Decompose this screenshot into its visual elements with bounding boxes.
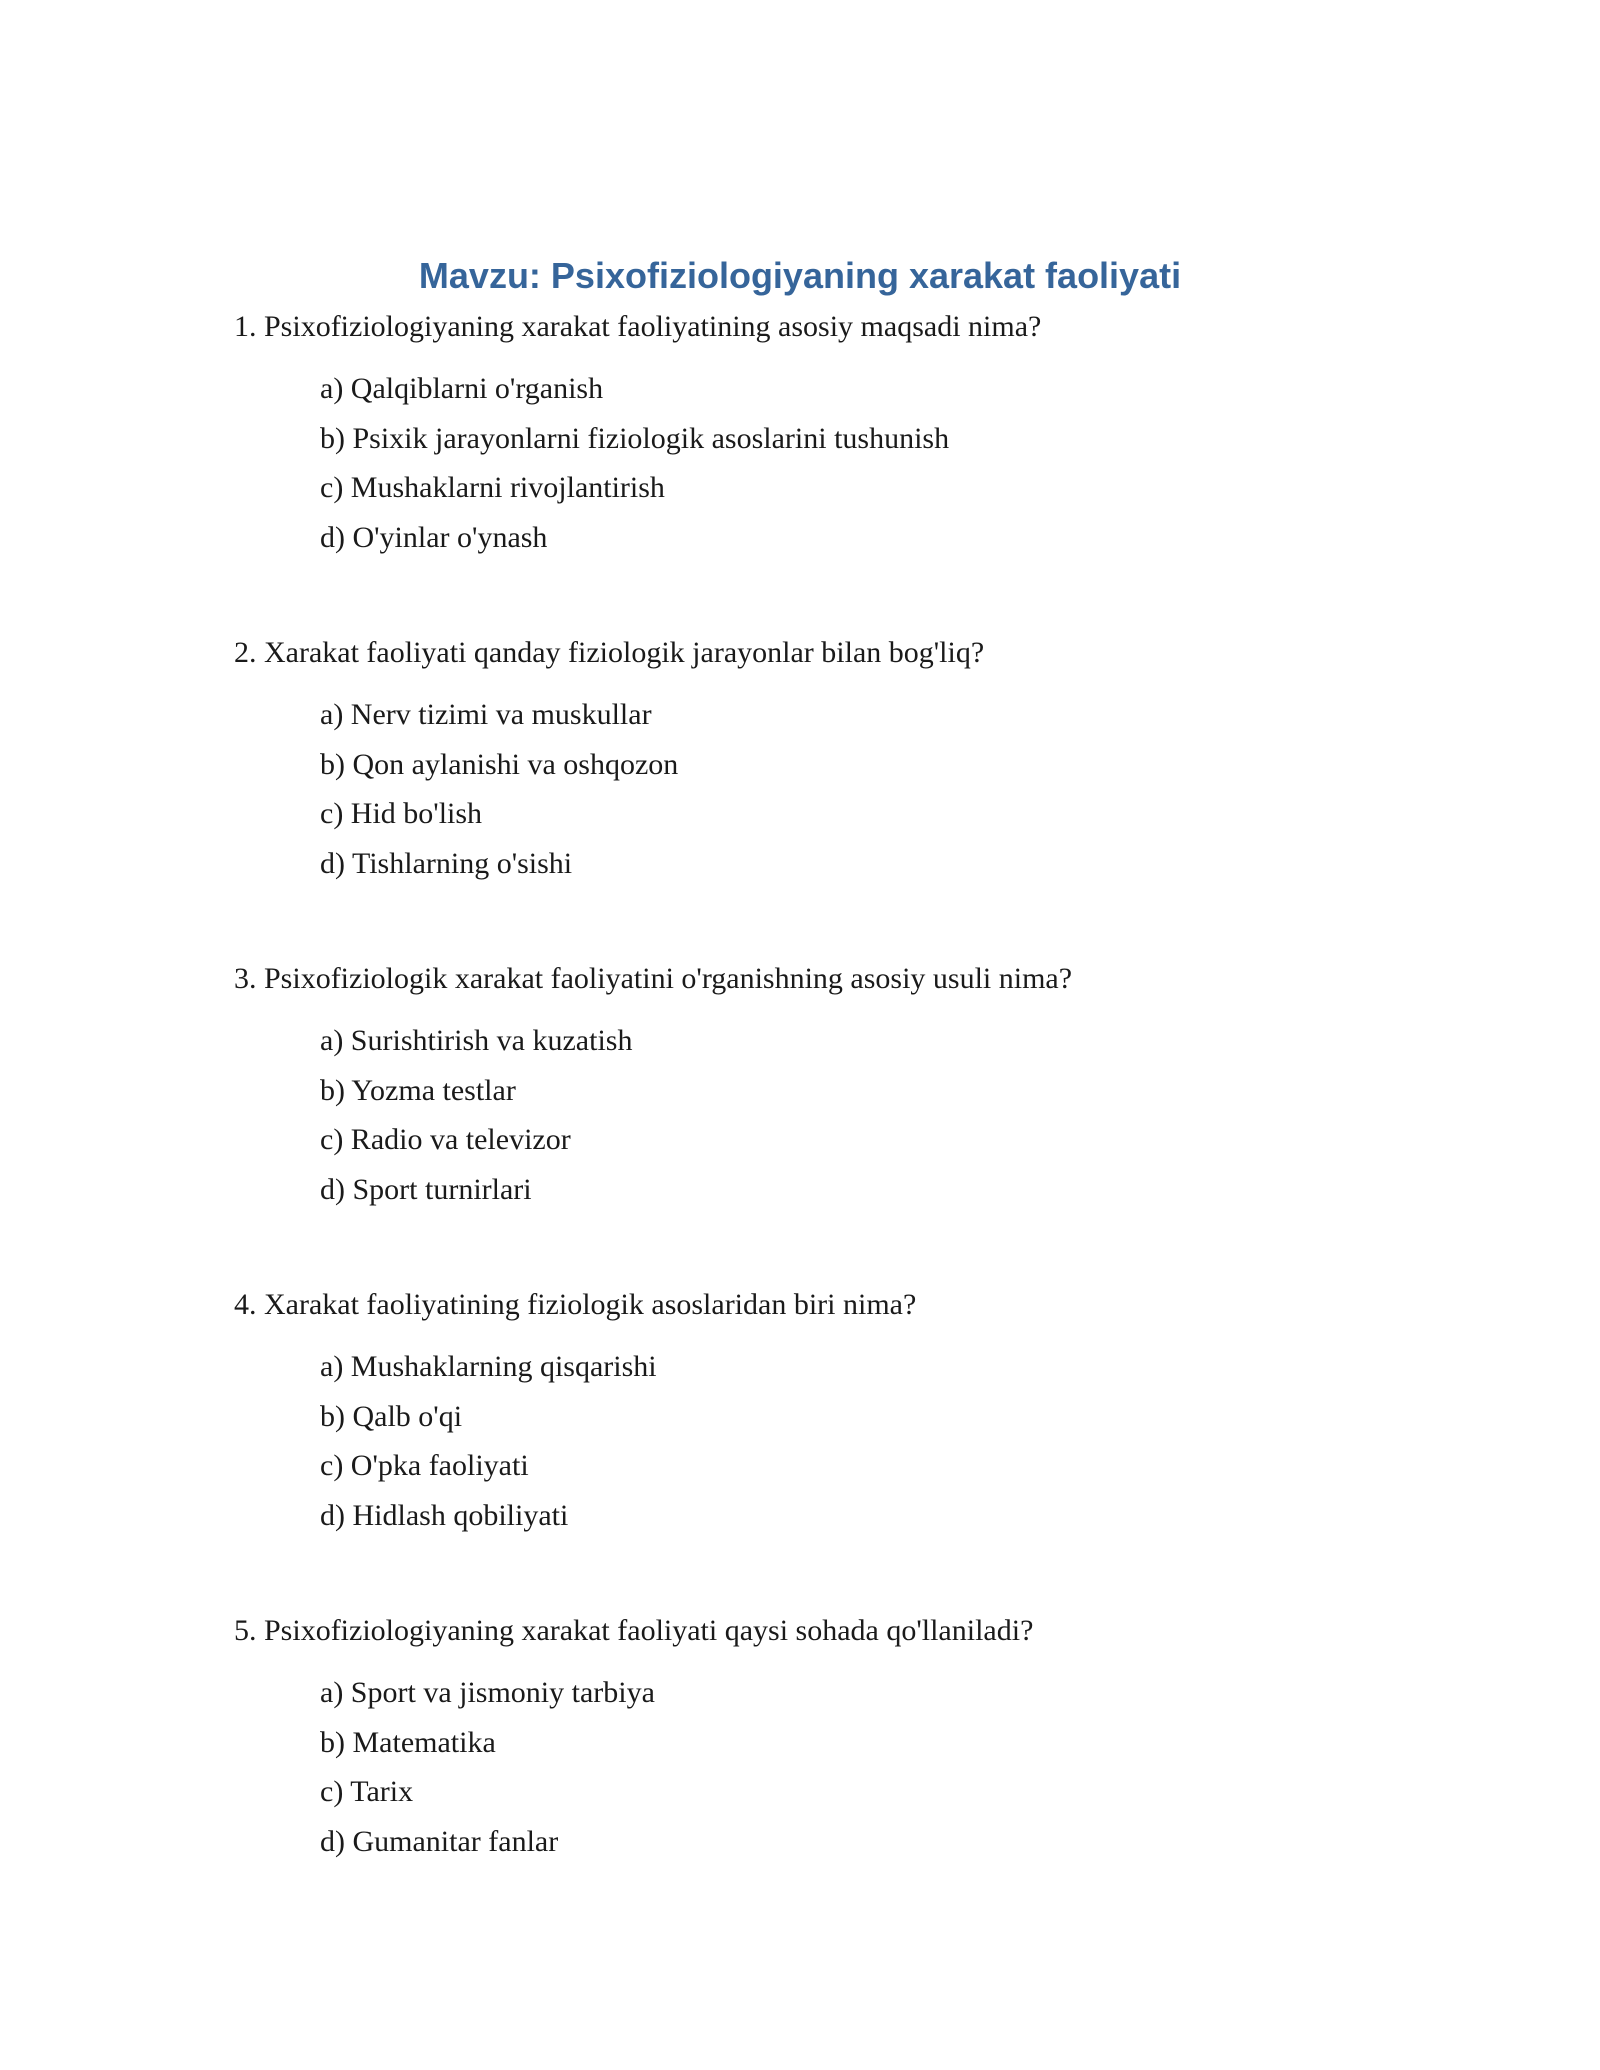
- answer-option-d: d) Sport turnirlari: [320, 1172, 532, 1206]
- answer-options: [234, 1668, 1434, 1866]
- answer-option-d: d) Tishlarning o'sishi: [320, 846, 573, 880]
- answer-option-a: a) Qalqiblarni o'rganish: [320, 372, 604, 405]
- question-2: [234, 632, 1434, 888]
- answer-options: [234, 1342, 1434, 1540]
- question-list: [234, 306, 1434, 1936]
- answer-option-b: b) Psixik jarayonlarni fiziologik asoslarini tushunish: [320, 421, 950, 455]
- answer-option-a: a) Surishtirish va kuzatish: [320, 1024, 633, 1057]
- answer-option-b: b) Qon aylanishi va oshqozon: [320, 747, 679, 781]
- question-3: [234, 958, 1434, 1214]
- answer-option-d: d) O'yinlar o'ynash: [320, 520, 548, 554]
- answer-option-b: b) Qalb o'qi: [320, 1399, 463, 1433]
- question-text: 1. Psixofiziologiyaning xarakat faoliyatining asosiy maqsadi nima?: [234, 310, 1042, 343]
- answer-option-c: c) Hid bo'lish: [320, 797, 483, 830]
- answer-option-b: b) Yozma testlar: [320, 1073, 516, 1107]
- answer-option-c: c) Mushaklarni rivojlantirish: [320, 471, 665, 504]
- answer-options: [234, 1016, 1434, 1214]
- question-text: 3. Psixofiziologik xarakat faoliyatini o'rganishning asosiy usuli nima?: [234, 962, 1073, 995]
- answer-option-c: c) Tarix: [320, 1775, 414, 1808]
- answer-options: [234, 690, 1434, 888]
- question-4: [234, 1284, 1434, 1540]
- answer-option-b: b) Matematika: [320, 1725, 496, 1759]
- answer-option-a: a) Nerv tizimi va muskullar: [320, 698, 652, 731]
- answer-option-c: c) O'pka faoliyati: [320, 1449, 529, 1482]
- answer-options: [234, 364, 1434, 562]
- question-5: [234, 1610, 1434, 1866]
- answer-option-d: d) Gumanitar fanlar: [320, 1824, 559, 1858]
- answer-option-a: a) Mushaklarning qisqarishi: [320, 1350, 657, 1383]
- page-title: Mavzu: Psixofiziologiyaning xarakat faoliyati: [418, 255, 1182, 296]
- answer-option-a: a) Sport va jismoniy tarbiya: [320, 1676, 655, 1709]
- answer-option-d: d) Hidlash qobiliyati: [320, 1498, 569, 1532]
- question-1: [234, 306, 1434, 562]
- question-text: 5. Psixofiziologiyaning xarakat faoliyati qaysi sohada qo'llaniladi?: [234, 1614, 1034, 1647]
- answer-option-c: c) Radio va televizor: [320, 1123, 571, 1156]
- question-text: 4. Xarakat faoliyatining fiziologik asoslaridan biri nima?: [234, 1288, 917, 1321]
- question-text: 2. Xarakat faoliyati qanday fiziologik jarayonlar bilan bog'liq?: [234, 636, 985, 669]
